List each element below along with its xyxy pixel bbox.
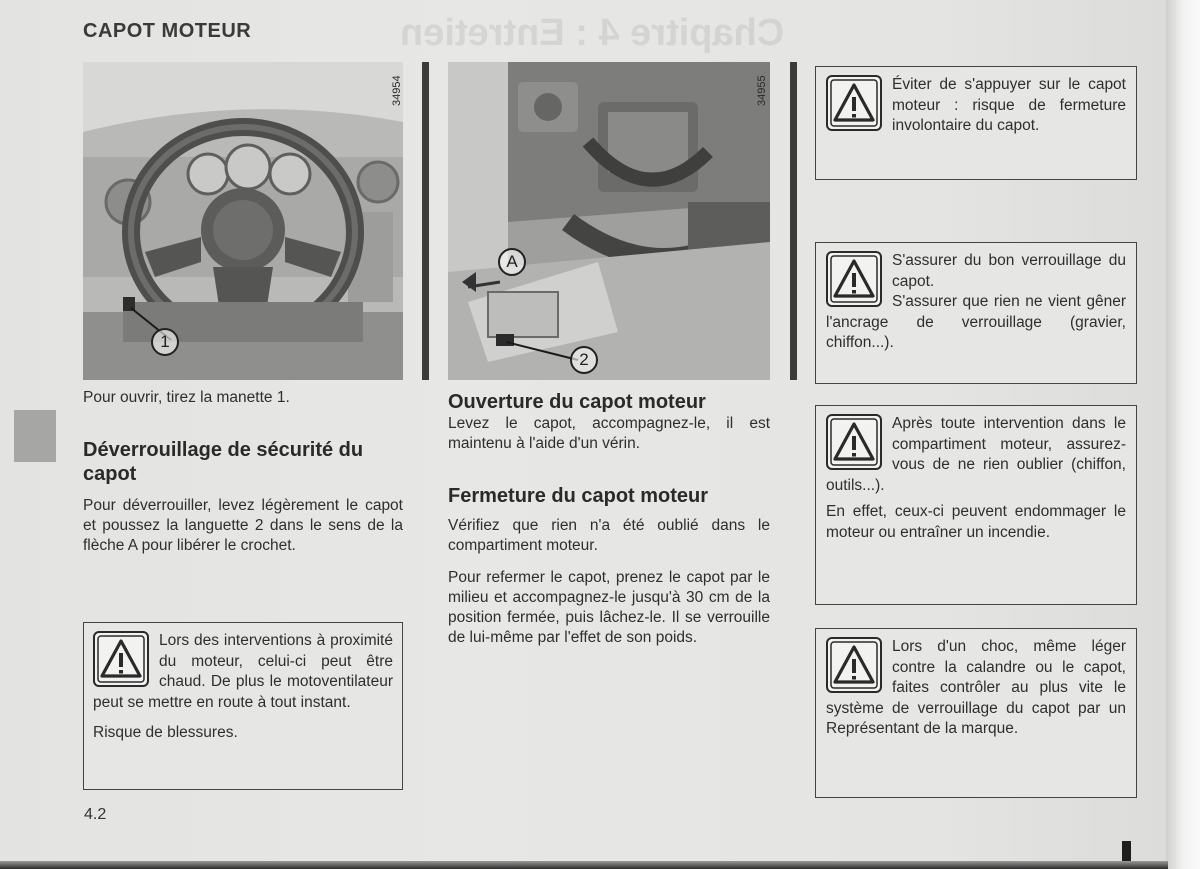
warning-icon bbox=[93, 631, 149, 687]
photo-caption: Pour ouvrir, tirez la manette 1. bbox=[83, 389, 290, 406]
paragraph-closing-check: Vérifiez que rien n'a été oublié dans le compartiment moteur. bbox=[448, 517, 770, 554]
heading-closing: Fermeture du capot moteur bbox=[448, 485, 709, 507]
warning-text: Lors des interventions à proximité du moteur, celui-ci peut être chaud. De plus le motoventilateur peut se mettre en route à tout instant. bbox=[93, 632, 393, 711]
warning-text: S'assurer du bon verrouillage du capot. bbox=[892, 252, 1126, 290]
warning-box bbox=[815, 66, 1137, 180]
paragraph-safety-unlock: Pour déverrouiller, levez légèrement le capot et poussez la languette 2 dans le sens de la flèche A pour libérer le crochet. bbox=[83, 497, 403, 554]
heading-safety-unlock: Déverrouillage de sécurité du capot bbox=[83, 439, 364, 485]
warning-box bbox=[815, 405, 1137, 605]
warning-text: En effet, ceux-ci peuvent endommager le moteur ou entraîner un incendie. bbox=[826, 503, 1126, 541]
heading-opening: Ouverture du capot moteur bbox=[448, 391, 706, 413]
chapter-tab bbox=[14, 410, 56, 462]
column-divider bbox=[790, 62, 797, 380]
page-bottom-shadow bbox=[0, 861, 1168, 869]
bleed-through-heading: Chapitre 4 : Entretien bbox=[400, 12, 785, 54]
page-edge bbox=[1166, 0, 1200, 869]
callout-2: 2 bbox=[570, 346, 598, 374]
warning-text: Éviter de s'appuyer sur le capot moteur : risque de fermeture involontaire du capot. bbox=[892, 76, 1126, 134]
warning-box bbox=[815, 628, 1137, 798]
warning-text: S'assurer que rien ne vient gêner l'ancrage de verrouillage (gravier, chiffon...). bbox=[826, 293, 1126, 351]
paragraph-closing-steps: Pour refermer le capot, prenez le capot par le milieu et accompagnez-le jusqu'à 30 cm de la position fermée, puis lâchez-le. Il se verrouille de lui-même par l'effet de son poids. bbox=[448, 569, 770, 646]
warning-icon bbox=[826, 75, 882, 131]
callout-a: A bbox=[498, 248, 526, 276]
warning-text: Risque de blessures. bbox=[93, 724, 238, 741]
warning-icon bbox=[826, 637, 882, 693]
warning-icon bbox=[826, 414, 882, 470]
warning-text: Lors d'un choc, même léger contre la calandre ou le capot, faites contrôler au plus vite le système de verrouillage du capot par un Représentant de la marque. bbox=[826, 638, 1126, 737]
section-title: CAPOT MOTEUR bbox=[83, 20, 252, 42]
warning-text: Après toute intervention dans le compartiment moteur, assurez-vous de ne rien oublier (chiffon, outils...). bbox=[826, 415, 1126, 494]
callout-1: 1 bbox=[151, 328, 179, 356]
dashboard-photo bbox=[83, 62, 403, 380]
engine-photo bbox=[448, 62, 770, 380]
warning-icon bbox=[826, 251, 882, 307]
warning-box bbox=[83, 622, 403, 790]
page-number: 4.2 bbox=[84, 806, 107, 823]
paragraph-opening: Levez le capot, accompagnez-le, il est maintenu à l'aide d'un vérin. bbox=[448, 415, 770, 452]
column-divider bbox=[422, 62, 429, 380]
warning-box bbox=[815, 242, 1137, 384]
photo-number: 34955 bbox=[756, 75, 768, 106]
photo-number: 34954 bbox=[391, 75, 403, 106]
